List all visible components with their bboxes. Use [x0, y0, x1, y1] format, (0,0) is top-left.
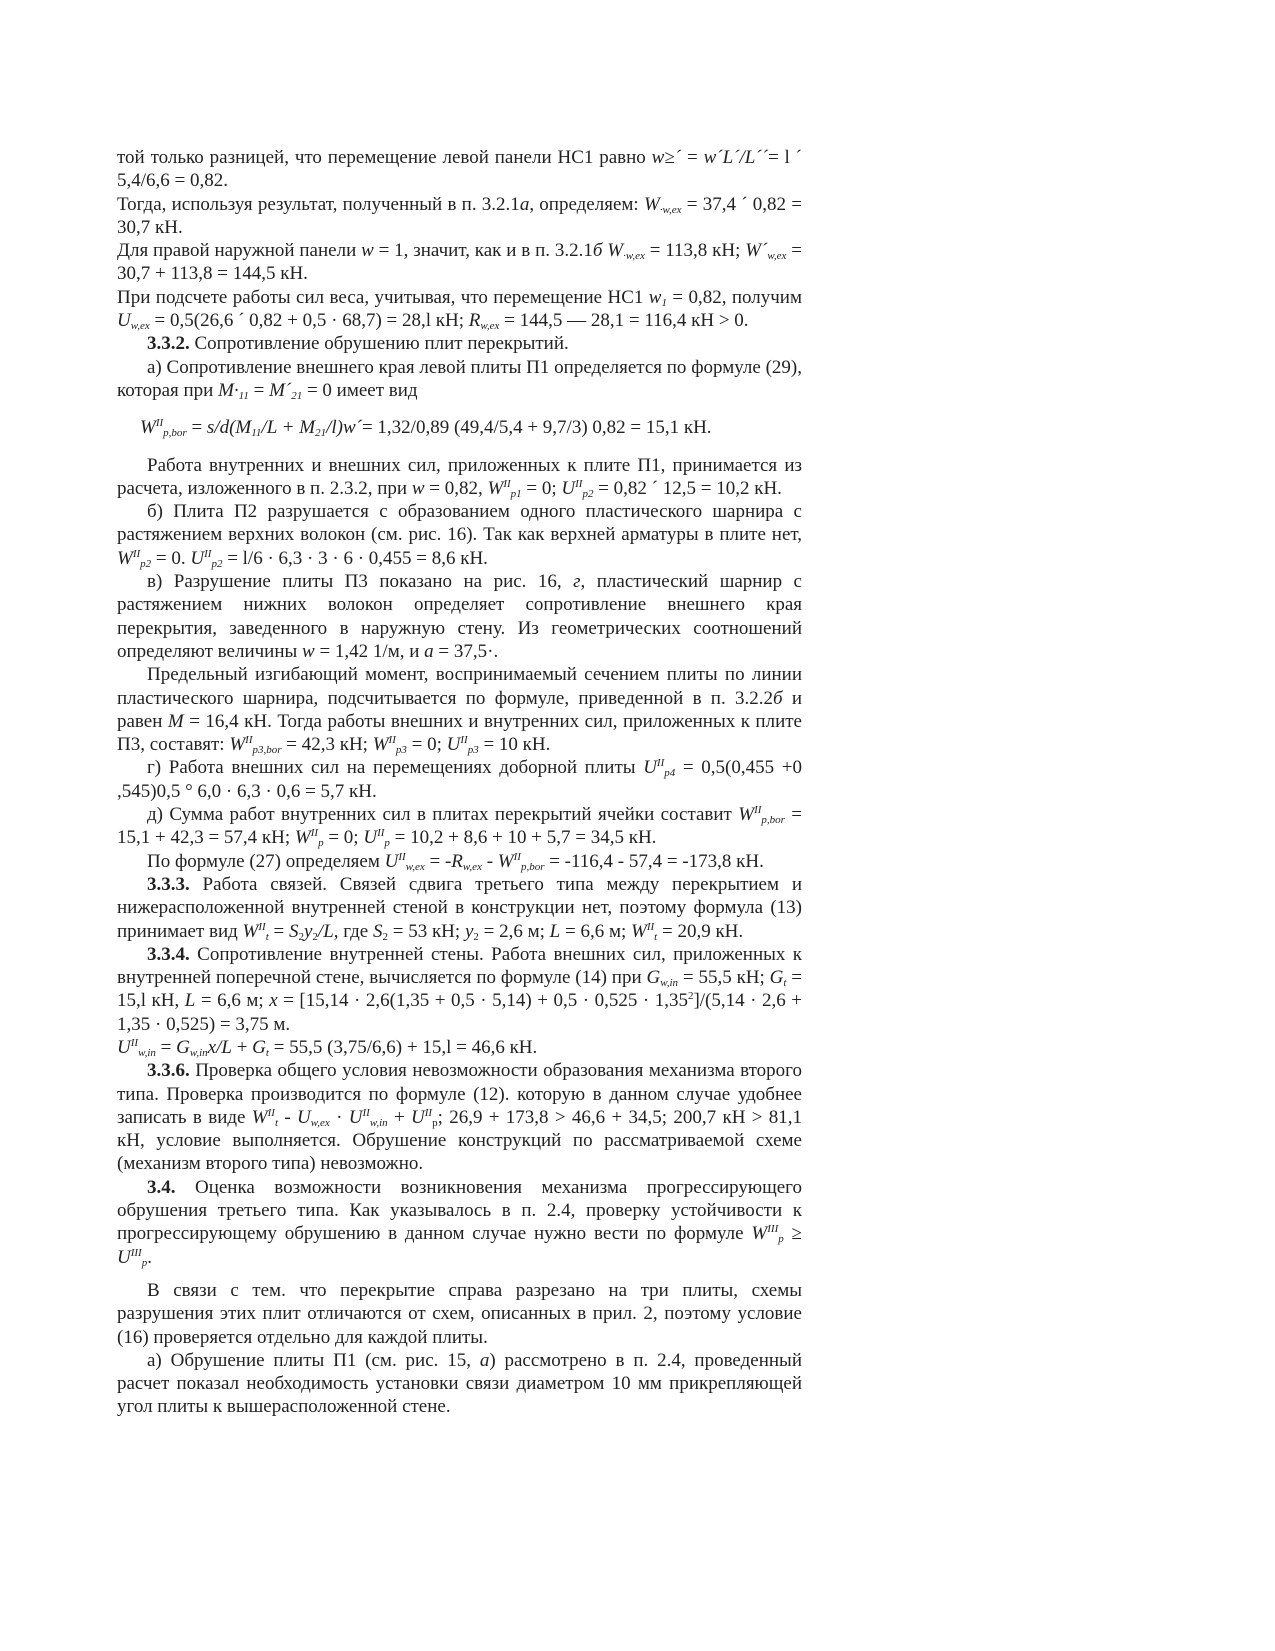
document-page: [117, 146, 802, 1419]
section-heading-3-3-2: 3.3.2. Сопротивление обрушению плит перекрытий.: [147, 333, 569, 355]
paragraph: в) Разрушение плиты П3 показано на рис. 16, г, пластический шарнир с растяжением нижних волокон определяет сопротивление внешнего края перекрытия, заведенного в наружную стену. Из геометрических соотношений определяют величины w = 1,42 1/м, и a = 37,5·.: [117, 571, 802, 662]
section-heading-3-3-6: 3.3.6. Проверка общего условия невозможности образования механизма второго типа. Проверка производится по формуле (12). которую в данном случае удобнее записать в виде $W^{II}_t - U_{w,ex} \cdot U^{II}_{w,in} + U^{II}_p$; 26,9 + 173,8 > 46,6 + 34,5; 200,7 кН > 81,1 кН, условие выполняется. Обрушение конструкций по рассматриваемой схеме (механизм второго типа) невозможно.: [117, 1060, 803, 1175]
paragraph: а) Сопротивление внешнего края левой плиты П1 определяется по формуле (29), которая при $M\cdot_{11}$ = $M´_{21} = 0$ имеет вид: [117, 356, 802, 402]
section-heading-3-4: 3.4. Оценка возможности возникновения механизма прогрессирующего обрушения третьего типа. Как указывалось в п. 2.4, проверку устойчивости к прогрессирующему обрушению в данном случае нужно вести по формуле $W^{III}_p \ge U^{III}_p$.: [117, 1176, 802, 1269]
paragraph: Тогда, используя результат, полученный в п. 3.2.1а, определяем: $W_{\cdot w,ex} = 37,4$ ´ 0,82 = 30,7 кН.: [117, 193, 802, 238]
paragraph: В связи с тем. что перекрытие справа разрезано на три плиты, схемы разрушения этих плит отличаются от схем, описанных в прил. 2, поэтому условие (16) проверяется отдельно для каждой плиты.: [117, 1279, 802, 1348]
paragraph: Работа внутренних и внешних сил, приложенных к плите П1, принимается из расчета, изложенного в п. 2.3.2, при w = 0,82, $W^{II}_{p1} = 0$; $U^{II}_{p2} = 0,82$ ´ 12,5 = 10,2 кН.: [117, 454, 802, 500]
paragraph: Предельный изгибающий момент, воспринимаемый сечением плиты по линии пластического шарнира, подсчитывается по формуле, приведенной в п. 3.2.2б и равен M = 16,4 кН. Тогда работы внешних и внутренних сил, приложенных к плите П3, составят: $W^{II}_{p3,bor} = 42,3$ кН; $W^{II}_{p3} = 0$; $U^{II}_{p3} = 10$ кН.: [117, 664, 802, 757]
section-heading-3-3-4: 3.3.4. Сопротивление внутренней стены. Работа внешних сил, приложенных к внутренней поперечной стене, вычисляется по формуле (14) при $G_{w,in} = 55,5$ кН; $G_t = 15,l$ кН, L = 6,6 м; $x = [15,14 \cdot 2,6(1,35 + 0,5 \cdot 5,14) + 0,5 \cdot 0,525 \cdot 1,35^2]/(5,14 \cdot 2,6 + 1,35 \cdot 0,525) = 3,75$ м.: [117, 943, 803, 1035]
formula: $W^{II}_{p,bor} = s/d(M_{11}/L$ + $M_{21}/l)w´= 1,32/0,89$ (49,4/5,4 + 9,7/3) 0,82 = 15,1 кН.: [140, 417, 712, 440]
paragraph: $U^{II}_{w,in} = G_{w,in}x/L + G_t = 55,5$ (3,75/6,6) + 15,l = 46,6 кН.: [117, 1036, 538, 1059]
paragraph: По формуле (27) определяем $U^{II}_{w,ex} = -R_{w,ex} - W^{II}_{p,bor} = -116,4 - 57,4 = -173,8$ кН.: [147, 850, 764, 873]
paragraph: г) Работа внешних сил на перемещениях доборной плиты $U^{II}_{p4} = 0,5(0,455 +0$ ,545)0,5 ° 6,0 · 6,3 · 0,6 = 5,7 кН.: [117, 757, 802, 802]
paragraph: б) Плита П2 разрушается с образованием одного пластического шарнира с растяжением верхних волокон (см. рис. 16). Так как верхней арматуры в плите нет, $W^{II}_{p2} = 0$. $U^{II}_{p2} = l/6 \cdot 6,3 \cdot 3 \cdot 6 \cdot 0,455 = 8,6$ кН.: [117, 501, 802, 570]
paragraph: д) Сумма работ внутренних сил в плитах перекрытий ячейки составит $W^{II}_{p,bor} = 15,1 + 42,3 = 57,4$ кН; $W^{II}_p = 0$; $U^{II}_p = 10,2 + 8,6 + 10 + 5,7 = 34,5$ кН.: [117, 804, 802, 850]
paragraph: той только разницей, что перемещение левой панели НС1 равно w≥´ = w´L´/L´´= l ´ 5,4/6,6 = 0,82.: [117, 147, 803, 192]
section-heading-3-3-3: 3.3.3. Работа связей. Связей сдвига третьего типа между перекрытием и нижерасположенной внутренней стеной в конструкции нет, поэтому формула (13) принимает вид $W^{II}_t = S_2y_2/L$, где $S_2 = 53$ кН; $y_2 = 2,6$ м; L = 6,6 м; $W^{II}_t = 20,9$ кН.: [117, 873, 802, 943]
paragraph: а) Обрушение плиты П1 (см. рис. 15, а) рассмотрено в п. 2.4, проведенный расчет показал необходимость установки связи диаметром 10 мм прикрепляющей угол плиты к вышерасположенной стене.: [117, 1349, 802, 1418]
paragraph: Для правой наружной панели w = 1, значит, как и в п. 3.2.1б $W_{\cdot w,ex} = 113,8$ кН; $W´_{w,ex} = 30,7 + 113,8 = 144,5$ кН.: [117, 240, 802, 285]
paragraph: При подсчете работы сил веса, учитывая, что перемещение НС1 $w_1 = 0,82$, получим $U_{w,ex} = 0,5(26,6$ ´ 0,82 + 0,5 · 68,7) = 28,l кН; $R_{w,ex} = 144,5$ — 28,1 = 116,4 кН > 0.: [117, 286, 802, 333]
